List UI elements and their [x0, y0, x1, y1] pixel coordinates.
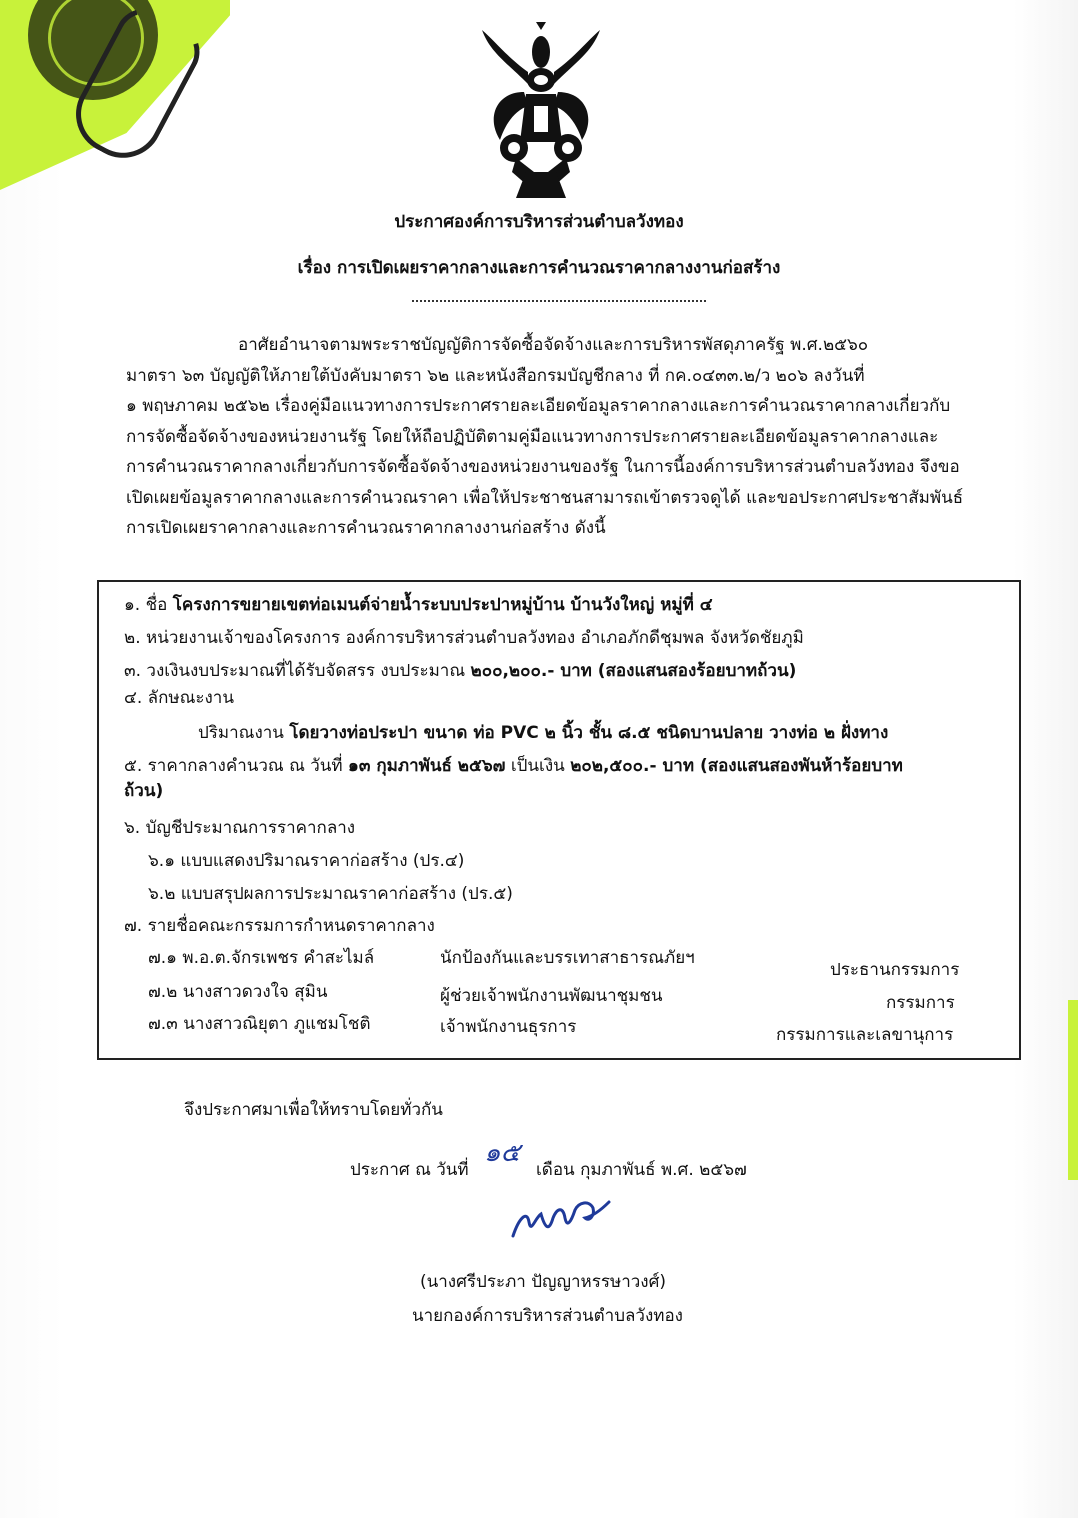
committee-role: กรรมการ	[886, 993, 955, 1013]
item-3	[124, 657, 796, 684]
item-5	[124, 752, 903, 779]
green-paper-edge	[1068, 1000, 1078, 1180]
committee-position: นักป้องกันและบรรเทาสาธารณภัยฯ	[440, 948, 695, 968]
paragraph-line: อาศัยอำนาจตามพระราชบัญญัติการจัดซื้อจัดจ้างและการบริหารพัสดุภาครัฐ พ.ศ.๒๕๖๐	[238, 335, 869, 355]
garuda-emblem-icon	[476, 22, 606, 200]
document-subject: เรื่อง การเปิดเผยราคากลางและการคำนวณราคากลางงานก่อสร้าง	[297, 258, 781, 278]
paragraph-line: การคำนวณราคากลางเกี่ยวกับการจัดซื้อจัดจ้างของหน่วยงานของรัฐ ในการนี้องค์การบริหารส่วนตำบลวังทอง จึงขอ	[126, 457, 960, 477]
item-5-continued: ถ้วน)	[124, 781, 164, 801]
item-5-label: ๕. ราคากลางคำนวณ ณ วันที่	[124, 756, 343, 776]
committee-position: ผู้ช่วยเจ้าพนักงานพัฒนาชุมชน	[440, 986, 663, 1006]
committee-role: กรรมการและเลขานุการ	[776, 1025, 954, 1045]
median-price: ๒๐๒,๕๐๐.- บาท (สองแสนสองพันห้าร้อยบาท	[570, 756, 903, 776]
document-title: ประกาศองค์การบริหารส่วนตำบลวังทอง	[394, 212, 684, 232]
budget-amount: ๒๐๐,๒๐๐.- บาท (สองแสนสองร้อยบาทถ้วน)	[470, 661, 797, 681]
paragraph-line: การจัดซื้อจัดจ้างของหน่วยงานรัฐ โดยให้ถือปฏิบัติตามคู่มือแนวทางการประกาศรายละเอียดข้อมูลราคากลางและ	[126, 426, 939, 447]
intro-paragraph	[126, 330, 990, 544]
announcement-date-suffix: เดือน กุมภาพันธ์ พ.ศ. ๒๕๖๗	[536, 1160, 747, 1180]
calc-date: ๑๓ กุมภาพันธ์ ๒๕๖๗	[348, 756, 506, 776]
item-1	[124, 591, 713, 618]
work-quantity-label: ปริมาณงาน	[198, 723, 284, 743]
paragraph-line: ๑ พฤษภาคม ๒๕๖๒ เรื่องคู่มือแนวทางการประกาศรายละเอียดข้อมูลราคากลางและการคำนวณราคากลางเกี่ยวกับ	[126, 396, 951, 416]
announcement-date-prefix: ประกาศ ณ วันที่	[350, 1160, 469, 1180]
handwritten-day: ๑๕	[484, 1138, 521, 1168]
committee-role: ประธานกรรมการ	[830, 960, 960, 980]
committee-name: ๗.๒ นางสาวดวงใจ สุมิน	[148, 982, 328, 1002]
paragraph-line: มาตรา ๖๓ บัญญัติให้ภายใต้บังคับมาตรา ๖๒ และหนังสือกรมบัญชีกลาง ที่ กค.๐๔๓๓.๒/ว ๒๐๖ ลงวันที่	[126, 365, 865, 386]
work-description: โดยวางท่อประปา ขนาด ท่อ PVC ๒ นิ้ว ชั้น ๘.๕ ชนิดบานปลาย วางท่อ ๒ ฝั่งทาง	[289, 723, 889, 743]
item-4-detail	[198, 719, 888, 746]
signer-name: (นางศรีประภา ปัญญาหรรษาวงศ์)	[420, 1272, 667, 1292]
item-3-label: ๓. วงเงินงบประมาณที่ได้รับจัดสรร งบประมาณ	[124, 661, 466, 681]
committee-position: เจ้าพนักงานธุรการ	[440, 1017, 577, 1037]
committee-name: ๗.๑ พ.อ.ต.จักรเพชร คำสะไมล์	[148, 948, 375, 968]
item-5-amount-label: เป็นเงิน	[510, 756, 565, 776]
item-6-1: ๖.๑ แบบแสดงปริมาณราคาก่อสร้าง (ปร.๔)	[148, 851, 465, 871]
project-name: โครงการขยายเขตท่อเมนต์จ่ายน้ำระบบประปาหมู่บ้าน บ้านวังใหญ่ หมู่ที่ ๔	[172, 595, 713, 615]
item-7: ๗. รายชื่อคณะกรรมการกำหนดราคากลาง	[124, 916, 435, 936]
item-4: ๔. ลักษณะงาน	[124, 688, 234, 708]
signature-icon	[505, 1188, 625, 1248]
signer-title: นายกองค์การบริหารส่วนตำบลวังทอง	[412, 1306, 683, 1326]
item-1-label: ๑. ชื่อ	[124, 595, 168, 615]
committee-name: ๗.๓ นางสาวณิยุตา ภูแชมโชติ	[148, 1014, 371, 1034]
item-6-2: ๖.๒ แบบสรุปผลการประมาณราคาก่อสร้าง (ปร.๕)	[148, 884, 513, 904]
announcement-closing: จึงประกาศมาเพื่อให้ทราบโดยทั่วกัน	[184, 1100, 443, 1120]
paragraph-line: เปิดเผยข้อมูลราคากลางและการคำนวณราคา เพื่อให้ประชาชนสามารถเข้าตรวจดูได้ และขอประกาศประชาสัมพันธ์	[126, 487, 964, 508]
paragraph-line: การเปิดเผยราคากลางและการคำนวณราคากลางงานก่อสร้าง ดังนี้	[126, 518, 606, 538]
separator-line	[412, 300, 706, 302]
item-6: ๖. บัญชีประมาณการราคากลาง	[124, 818, 356, 838]
item-2: ๒. หน่วยงานเจ้าของโครงการ องค์การบริหารส่วนตำบลวังทอง อำเภอภักดีชุมพล จังหวัดชัยภูมิ	[124, 628, 804, 648]
